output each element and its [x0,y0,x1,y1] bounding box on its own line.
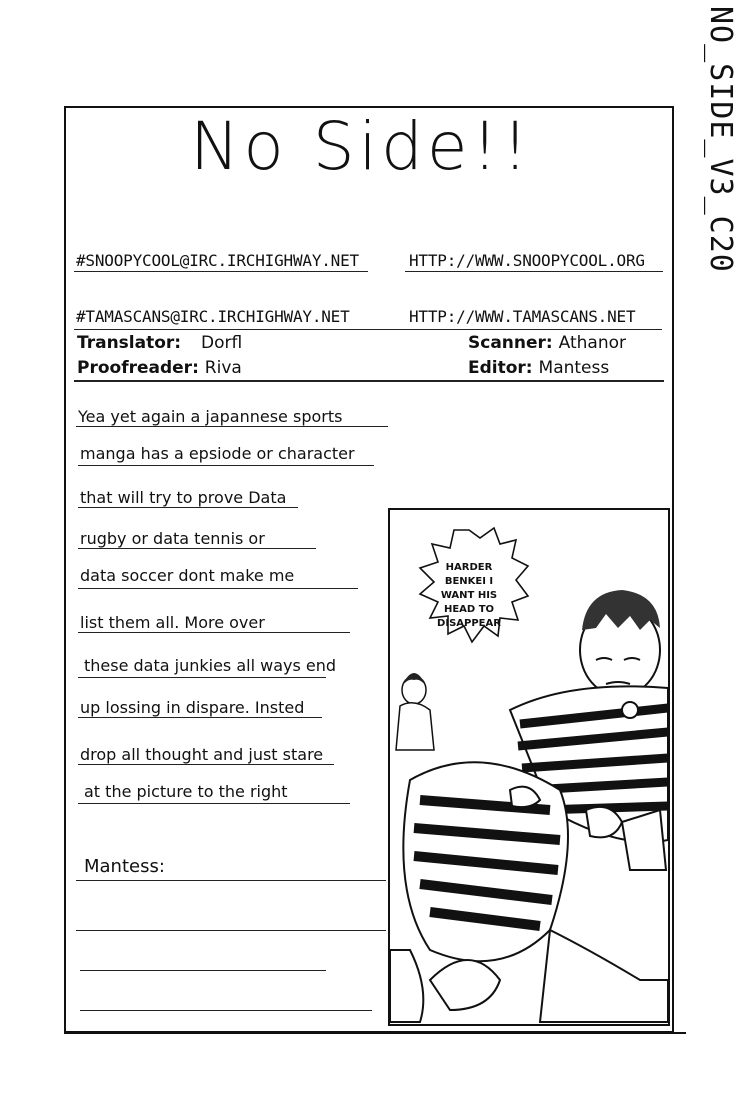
note-line-4: rugby or data tennis or [80,529,265,548]
translator-name: Dorfl [201,333,243,353]
translator-label: Translator: [77,333,182,353]
note-rule [78,465,374,466]
scanner-credit [468,333,626,353]
note-rule [78,764,334,765]
scanner-label: Scanner: [468,333,553,353]
editor-label: Editor: [468,358,533,378]
note-line-10: at the picture to the right [84,782,288,801]
divider [74,380,664,382]
note-rule [78,507,298,508]
blank-rule [76,930,386,931]
note-rule [78,588,358,589]
page-title: No Side!! [190,108,533,185]
side-label: NO_SIDE_V3_C20 [703,6,738,273]
frame-bottom-rule [64,1032,686,1034]
speech-bubble-text: HARDER BENKEI I WANT HIS HEAD TO DISAPPEAR [437,562,501,629]
note-line-2: manga has a epsiode or character [80,444,355,463]
note-rule [78,717,322,718]
note-line-9: drop all thought and just stare [80,745,324,764]
note-rule [78,632,350,633]
proofreader-label: Proofreader: [77,358,199,378]
website-link-2[interactable]: HTTP://WWW.TAMASCANS.NET [409,307,636,326]
divider [74,271,368,272]
note-rule [78,677,326,678]
note-rule [78,548,316,549]
note-line-8: up lossing in dispare. Insted [80,698,305,717]
note-line-3: that will try to prove Data [80,488,287,507]
note-rule [76,426,388,427]
editor-name: Mantess [538,358,610,378]
divider [405,271,663,272]
note-line-1: Yea yet again a japannese sports [78,407,343,426]
note-rule [78,803,350,804]
blank-rule [80,970,326,971]
note-line-6: list them all. More over [80,613,265,632]
proofreader-name: Riva [204,358,242,378]
blank-rule [80,1010,372,1011]
proofreader-credit [77,358,242,378]
note-line-5: data soccer dont make me [80,566,295,585]
signature-rule [76,880,386,881]
note-line-7: these data junkies all ways end [84,656,337,675]
irc-channel-2: #TAMASCANS@IRC.IRCHIGHWAY.NET [76,307,350,326]
website-link-1[interactable]: HTTP://WWW.SNOOPYCOOL.ORG [409,251,645,270]
scanner-name: Athanor [558,333,626,353]
speech-bubble [420,542,518,650]
divider [74,329,662,330]
translator-credit [77,333,242,353]
editor-credit [468,358,609,378]
irc-channel-1: #SNOOPYCOOL@IRC.IRCHIGHWAY.NET [76,251,359,270]
signature-label: Mantess: [84,856,165,877]
manga-panel [388,508,670,1026]
